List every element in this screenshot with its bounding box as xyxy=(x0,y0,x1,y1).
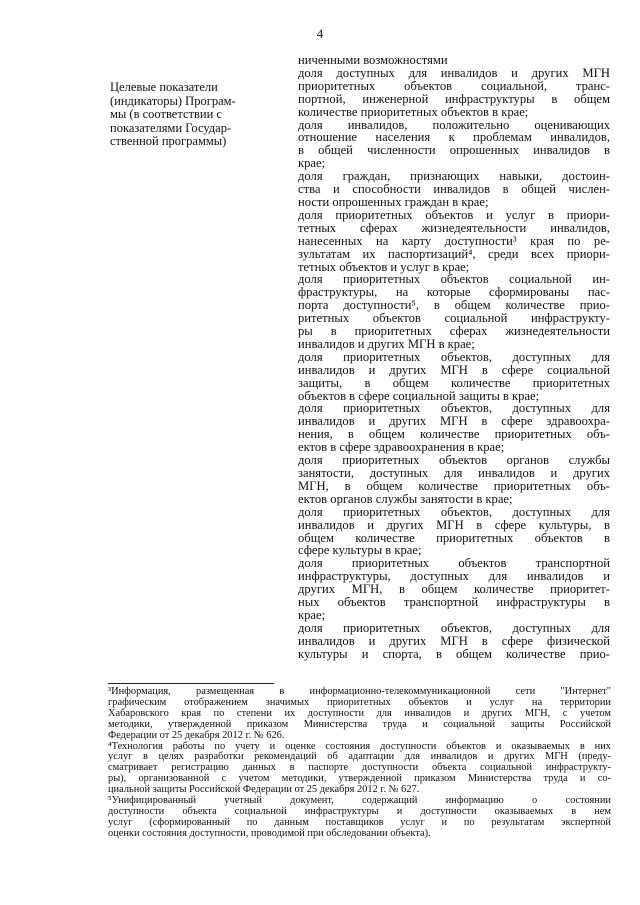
footnote-line: Хабаровского края по степени их доступности для инвалидов и других МГН, с учетом xyxy=(108,707,611,719)
footnote-line: методики, утвержденной приказом Министерства труда и социальной защиты Российской xyxy=(108,718,611,730)
footnote-line: ⁵Унифицированный учетный документ, содержащий информацию о состоянии xyxy=(108,795,611,807)
indicator-line: занятости, доступных для инвалидов и других xyxy=(298,466,610,480)
indicator-line: количестве приоритетных объектов в крае; xyxy=(298,104,529,119)
page-number: 4 xyxy=(316,26,324,41)
indicator-line: в общей численности опрошенных инвалидов в xyxy=(298,143,610,158)
indicator-line: зультатам их паспортизаций⁴, среди всех приори- xyxy=(298,246,610,261)
indicators-label-line: (индикаторы) Програм- xyxy=(110,93,236,108)
indicator-line: ности опрошенных граждан в крае; xyxy=(298,194,489,209)
indicator-line: общем количестве приоритетных объектов в xyxy=(298,530,610,545)
indicator-line: инфраструктуры, доступных для инвалидов и xyxy=(298,569,610,584)
indicator-line: ры в приоритетных сферах жизнедеятельности xyxy=(298,324,610,339)
indicator-line: тетных объектов и услуг в крае; xyxy=(298,259,470,274)
indicator-line: других МГН, в общем количестве приоритет- xyxy=(298,582,610,597)
indicators-label-line: показателями Государ- xyxy=(110,120,232,135)
indicator-line: ритетных объектов социальной инфраструкту- xyxy=(298,311,610,326)
footnote-line: услуг (сформированный по данным поставщиков услуг и по результатам экспертной xyxy=(108,816,611,828)
indicator-line: отношение населения к проблемам инвалидов, xyxy=(298,130,610,145)
indicator-line: инвалидов и других МГН в сфере социальной xyxy=(298,362,610,377)
indicator-line: инвалидов и других МГН в крае; xyxy=(298,336,475,351)
indicators-list xyxy=(298,54,610,661)
indicator-line: доля приоритетных объектов транспортной xyxy=(298,556,610,571)
footnote-line: сматривает регистрацию данных в паспорте доступности объекта социальной инфраструкту- xyxy=(108,762,611,774)
indicators-label-line: ственной программы) xyxy=(110,134,227,148)
indicator-line: нанесенных на карту доступности³ края по ре- xyxy=(298,233,610,248)
indicator-line: инвалидов и других МГН в сфере физической xyxy=(298,633,610,648)
indicator-line: доля приоритетных объектов, доступных для xyxy=(298,620,610,635)
footnote-line: Федерации от 25 декабря 2012 г. № 626. xyxy=(108,729,285,741)
indicator-line: сфере культуры в крае; xyxy=(298,543,422,558)
indicator-line: доля граждан, признающих навыки, достоин- xyxy=(298,169,610,184)
footnote-separator xyxy=(108,683,274,684)
footnote-line: доступности объекта социальной инфраструктуры и доступности оказываемых в нем xyxy=(108,805,611,817)
indicators-label-line: Целевые показатели xyxy=(110,80,218,94)
indicator-line: защиты, в общем количестве приоритетных xyxy=(298,375,610,390)
indicator-line: культуры и спорта, в общем количестве прио- xyxy=(298,646,610,661)
indicator-line: доля доступных для инвалидов и других МГН xyxy=(298,65,610,80)
indicator-line: доля приоритетных объектов, доступных для xyxy=(298,401,610,416)
indicator-line: ектов в сфере здравоохранения в крае; xyxy=(298,440,505,455)
footnotes xyxy=(108,687,611,840)
footnote-line: циальной защиты Российской Федерации от 25 декабря 2012 г. № 627. xyxy=(108,784,420,796)
footnote-line: оценки состояния доступности, проводимой при обследовании объекта). xyxy=(108,827,431,839)
indicator-line: объектов в сфере социальной защиты в крае; xyxy=(298,388,540,403)
footnote-line: ³Информация, размещенная в информационно-телекоммуникационной сети "Интернет" xyxy=(108,686,611,697)
indicator-line: инвалидов и других МГН в сфере здравоохра- xyxy=(298,414,610,429)
indicator-line: МГН, в общем количестве приоритетных объ- xyxy=(298,478,610,493)
indicator-line: тетных сферах жизнедеятельности инвалидов, xyxy=(298,220,610,235)
indicator-line: ниченными возможностями xyxy=(298,53,448,67)
indicators-label xyxy=(110,81,275,149)
indicator-line: доля приоритетных объектов, доступных для xyxy=(298,349,610,364)
indicator-line: нения, в общем количестве приоритетных объ- xyxy=(298,427,610,442)
indicator-line: доля инвалидов, положительно оценивающих xyxy=(298,117,610,132)
footnote-line: ⁴Технология работы по учету и оценке состояния доступности объектов и оказываемых в них xyxy=(108,740,611,752)
footnote-line: графическим отображением значимых приоритетных объектов и услуг на территории xyxy=(108,696,611,708)
indicator-line: инвалидов и других МГН в сфере культуры, в xyxy=(298,517,610,532)
indicator-line: приоритетных объектов социальной, транс- xyxy=(298,78,610,93)
indicator-line: ектов органов службы занятости в крае; xyxy=(298,491,513,506)
indicator-line: порта доступности⁵, в общем количестве прио- xyxy=(298,298,610,313)
indicator-line: крае; xyxy=(298,607,326,622)
indicator-line: доля приоритетных объектов, доступных для xyxy=(298,504,610,519)
indicator-line: доля приоритетных объектов органов службы xyxy=(298,453,610,468)
footnote-line: услуг в целях разработки рекомендаций об адаптации для инвалидов и других МГН (преду- xyxy=(108,751,611,763)
indicator-line: ства и способности инвалидов в общей числен- xyxy=(298,182,610,197)
indicator-line: фраструктуры, на которые сформированы пас- xyxy=(298,285,610,300)
indicator-line: крае; xyxy=(298,156,326,171)
indicator-line: доля приоритетных объектов и услуг в приори- xyxy=(298,207,610,222)
indicators-label-line: мы (в соответствии с xyxy=(110,107,222,121)
footnote-line: ры), организованной с учетом методики, утвержденной приказом Министерства труда и со- xyxy=(108,773,611,785)
indicator-line: ных объектов транспортной инфраструктуры в xyxy=(298,595,610,610)
indicator-line: доля приоритетных объектов социальной ин- xyxy=(298,272,610,287)
indicator-line: портной, инженерной инфраструктуры в общем xyxy=(298,91,610,106)
